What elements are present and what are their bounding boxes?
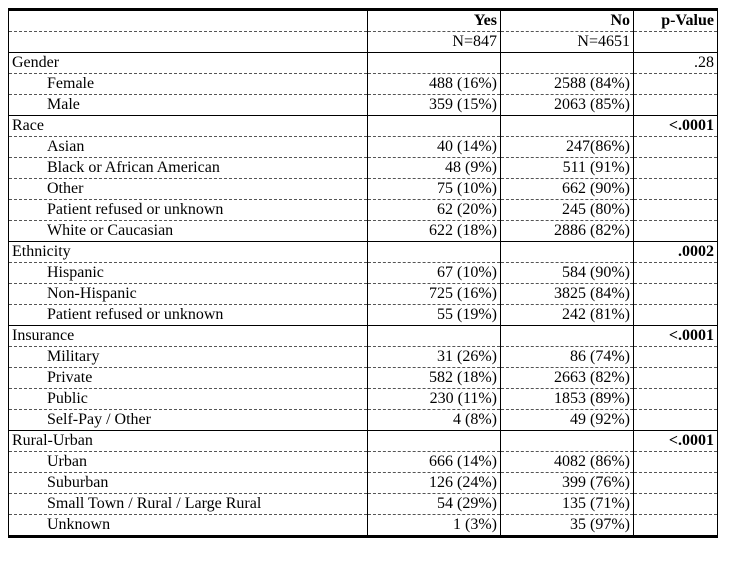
row-no-value: 662 (90%): [501, 179, 634, 200]
row-label: Small Town / Rural / Large Rural: [9, 494, 368, 515]
row-label: Suburban: [9, 473, 368, 494]
table-row: [9, 473, 718, 494]
group-yes-empty: [368, 53, 501, 74]
table-row: [9, 515, 718, 537]
row-pvalue-empty: [634, 515, 718, 537]
row-yes-value: 359 (15%): [368, 95, 501, 116]
table-row: [9, 200, 718, 221]
row-pvalue-empty: [634, 389, 718, 410]
group-label: Gender: [9, 53, 368, 74]
data-table: [8, 8, 718, 538]
row-pvalue-empty: [634, 473, 718, 494]
group-no-empty: [501, 431, 634, 452]
row-yes-value: 666 (14%): [368, 452, 501, 473]
row-yes-value: 55 (19%): [368, 305, 501, 326]
row-pvalue-empty: [634, 95, 718, 116]
group-no-empty: [501, 326, 634, 347]
group-yes-empty: [368, 326, 501, 347]
row-pvalue-empty: [634, 368, 718, 389]
row-pvalue-empty: [634, 263, 718, 284]
table-row: [9, 158, 718, 179]
row-yes-value: 31 (26%): [368, 347, 501, 368]
table-row: [9, 368, 718, 389]
row-no-value: 245 (80%): [501, 200, 634, 221]
row-yes-value: 622 (18%): [368, 221, 501, 242]
group-pvalue: .28: [634, 53, 718, 74]
table-body: [9, 53, 718, 537]
row-label: Unknown: [9, 515, 368, 537]
row-label: Hispanic: [9, 263, 368, 284]
data-table-container: [8, 8, 717, 538]
group-row: [9, 116, 718, 137]
table-row: [9, 347, 718, 368]
table-row: [9, 410, 718, 431]
row-yes-value: 4 (8%): [368, 410, 501, 431]
group-pvalue: <.0001: [634, 431, 718, 452]
row-yes-value: 40 (14%): [368, 137, 501, 158]
group-label: Ethnicity: [9, 242, 368, 263]
row-yes-value: 48 (9%): [368, 158, 501, 179]
table-row: [9, 305, 718, 326]
row-label: Other: [9, 179, 368, 200]
row-no-value: 2588 (84%): [501, 74, 634, 95]
group-yes-empty: [368, 431, 501, 452]
row-label: Patient refused or unknown: [9, 305, 368, 326]
header-pvalue: p-Value: [634, 10, 718, 32]
row-label: Private: [9, 368, 368, 389]
table-row: [9, 494, 718, 515]
group-label: Race: [9, 116, 368, 137]
header-blank-cell: [9, 10, 368, 32]
row-pvalue-empty: [634, 200, 718, 221]
header-yes: Yes: [368, 10, 501, 32]
header-yes-n: N=847: [368, 32, 501, 53]
row-pvalue-empty: [634, 74, 718, 95]
row-no-value: 1853 (89%): [501, 389, 634, 410]
header-pvalue-n: [634, 32, 718, 53]
row-no-value: 584 (90%): [501, 263, 634, 284]
row-yes-value: 488 (16%): [368, 74, 501, 95]
row-pvalue-empty: [634, 179, 718, 200]
group-pvalue: <.0001: [634, 326, 718, 347]
row-no-value: 399 (76%): [501, 473, 634, 494]
row-yes-value: 725 (16%): [368, 284, 501, 305]
row-no-value: 2063 (85%): [501, 95, 634, 116]
row-yes-value: 582 (18%): [368, 368, 501, 389]
row-no-value: 2886 (82%): [501, 221, 634, 242]
row-yes-value: 126 (24%): [368, 473, 501, 494]
row-pvalue-empty: [634, 347, 718, 368]
row-label: Black or African American: [9, 158, 368, 179]
group-yes-empty: [368, 116, 501, 137]
table-row: [9, 284, 718, 305]
row-no-value: 247(86%): [501, 137, 634, 158]
row-label: White or Caucasian: [9, 221, 368, 242]
group-no-empty: [501, 242, 634, 263]
table-row: [9, 74, 718, 95]
group-row: [9, 326, 718, 347]
row-pvalue-empty: [634, 452, 718, 473]
row-yes-value: 62 (20%): [368, 200, 501, 221]
group-label: Rural-Urban: [9, 431, 368, 452]
table-row: [9, 263, 718, 284]
row-label: Urban: [9, 452, 368, 473]
row-yes-value: 75 (10%): [368, 179, 501, 200]
group-pvalue: .0002: [634, 242, 718, 263]
row-no-value: 49 (92%): [501, 410, 634, 431]
row-pvalue-empty: [634, 410, 718, 431]
row-no-value: 511 (91%): [501, 158, 634, 179]
row-no-value: 3825 (84%): [501, 284, 634, 305]
row-label: Patient refused or unknown: [9, 200, 368, 221]
row-label: Female: [9, 74, 368, 95]
row-label: Military: [9, 347, 368, 368]
row-no-value: 86 (74%): [501, 347, 634, 368]
table-row: [9, 389, 718, 410]
header-n-blank: [9, 32, 368, 53]
row-yes-value: 230 (11%): [368, 389, 501, 410]
row-yes-value: 1 (3%): [368, 515, 501, 537]
row-no-value: 2663 (82%): [501, 368, 634, 389]
table-row: [9, 221, 718, 242]
row-yes-value: 54 (29%): [368, 494, 501, 515]
row-pvalue-empty: [634, 305, 718, 326]
row-pvalue-empty: [634, 158, 718, 179]
row-no-value: 35 (97%): [501, 515, 634, 537]
row-pvalue-empty: [634, 284, 718, 305]
group-row: [9, 242, 718, 263]
group-row: [9, 53, 718, 74]
header-no-n: N=4651: [501, 32, 634, 53]
table-row: [9, 137, 718, 158]
header-row: [9, 10, 718, 32]
group-pvalue: <.0001: [634, 116, 718, 137]
row-label: Non-Hispanic: [9, 284, 368, 305]
group-label: Insurance: [9, 326, 368, 347]
group-no-empty: [501, 53, 634, 74]
group-yes-empty: [368, 242, 501, 263]
table-row: [9, 179, 718, 200]
row-no-value: 242 (81%): [501, 305, 634, 326]
header-n-row: [9, 32, 718, 53]
row-yes-value: 67 (10%): [368, 263, 501, 284]
row-label: Self-Pay / Other: [9, 410, 368, 431]
table-row: [9, 95, 718, 116]
group-row: [9, 431, 718, 452]
row-no-value: 135 (71%): [501, 494, 634, 515]
row-label: Asian: [9, 137, 368, 158]
row-label: Public: [9, 389, 368, 410]
row-pvalue-empty: [634, 221, 718, 242]
row-pvalue-empty: [634, 494, 718, 515]
row-label: Male: [9, 95, 368, 116]
header-no: No: [501, 10, 634, 32]
row-pvalue-empty: [634, 137, 718, 158]
row-no-value: 4082 (86%): [501, 452, 634, 473]
group-no-empty: [501, 116, 634, 137]
table-row: [9, 452, 718, 473]
